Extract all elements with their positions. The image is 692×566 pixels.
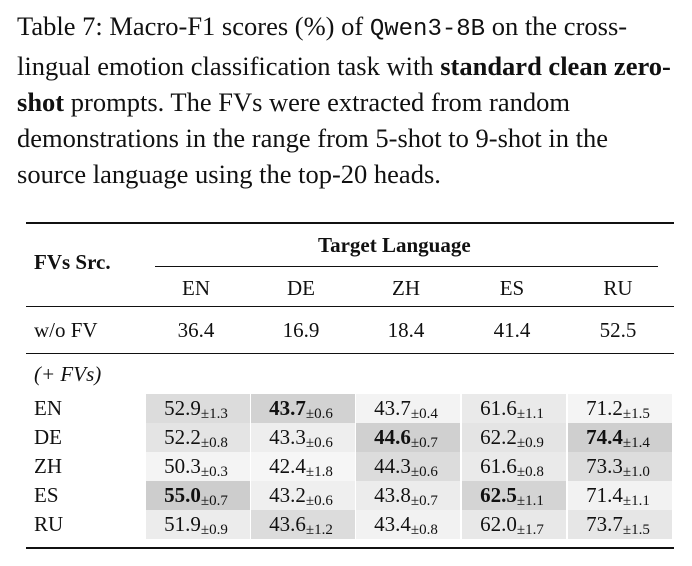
cell-std: ±1.8: [305, 464, 333, 480]
cell-std: ±1.1: [622, 493, 650, 509]
cell-value: 61.6: [480, 396, 517, 420]
cell-value: 50.3: [164, 454, 201, 478]
group-header-target-language: Target Language: [318, 233, 471, 257]
column-header-de: DE: [287, 276, 315, 300]
cell-value: 62.0: [480, 512, 517, 536]
cell-value: 74.4: [586, 425, 623, 449]
cell-std: ±0.3: [200, 464, 228, 480]
table-cell: [144, 512, 248, 537]
header-bottom-rule: [26, 306, 674, 307]
baseline-value: 36.4: [177, 318, 215, 342]
table-cell: [249, 396, 353, 421]
cell-value: 73.7: [586, 512, 623, 536]
cell-value: 52.9: [164, 396, 201, 420]
row-label-de: DE: [34, 425, 62, 449]
table-cell: [460, 483, 564, 508]
baseline-value: 52.5: [599, 318, 637, 342]
table-cell: [460, 454, 564, 479]
cell-std: ±0.6: [305, 406, 333, 422]
cell-value: 71.4: [586, 483, 623, 507]
table-caption: [17, 8, 677, 192]
table-cell: [354, 483, 458, 508]
cell-std: ±1.7: [516, 522, 544, 538]
cell-value: 55.0: [164, 483, 201, 507]
cell-std: ±0.6: [410, 464, 438, 480]
cell-std: ±0.9: [516, 435, 544, 451]
row-label-es: ES: [34, 483, 59, 507]
table-cell: [354, 425, 458, 450]
row-label-ru: RU: [34, 512, 64, 536]
column-header-en: EN: [182, 276, 210, 300]
caption-middle: on the cross-lingual emotion classification task with: [17, 11, 628, 81]
table-cell: [566, 454, 670, 479]
cell-value: 43.6: [269, 512, 306, 536]
caption-bold-phrase: standard clean zero-shot: [17, 51, 671, 117]
cell-std: ±0.6: [305, 493, 333, 509]
row-label-en: EN: [34, 396, 62, 420]
caption-prefix: Table 7: Macro-F1 scores (%) of: [17, 11, 370, 41]
baseline-label: w/o FV: [34, 318, 98, 342]
cell-value: 43.7: [269, 396, 306, 420]
cell-value: 62.2: [480, 425, 517, 449]
cell-value: 71.2: [586, 396, 623, 420]
baseline-bottom-rule: [26, 353, 674, 354]
cell-std: ±1.1: [516, 493, 544, 509]
cell-value: 62.5: [480, 483, 517, 507]
table-top-rule: [26, 222, 674, 224]
table-cell: [144, 483, 248, 508]
table-cell: [249, 512, 353, 537]
table-cell: [566, 512, 670, 537]
cell-std: ±0.8: [410, 522, 438, 538]
cell-std: ±0.4: [410, 406, 438, 422]
caption-model-name: Qwen3-8B: [369, 16, 486, 43]
cell-std: ±1.0: [622, 464, 650, 480]
cell-std: ±0.8: [200, 435, 228, 451]
cell-std: ±1.2: [305, 522, 333, 538]
table-cell: [354, 512, 458, 537]
caption-suffix: prompts. The FVs were extracted from random demonstrations in the range from 5-shot to 9-shot in the source language using the top-20 heads.: [17, 87, 608, 189]
table-cell: [566, 483, 670, 508]
table-cell: [566, 396, 670, 421]
column-header-ru: RU: [603, 276, 633, 300]
cell-value: 43.4: [374, 512, 411, 536]
table-cell: [144, 454, 248, 479]
table-cell: [566, 425, 670, 450]
cell-value: 43.2: [269, 483, 306, 507]
cell-std: ±0.7: [410, 435, 438, 451]
cell-value: 52.2: [164, 425, 201, 449]
table-cell: [249, 425, 353, 450]
column-header-es: ES: [499, 276, 525, 300]
cell-std: ±0.9: [200, 522, 228, 538]
table-cell: [460, 396, 564, 421]
baseline-value: 18.4: [387, 318, 425, 342]
table-cell: [249, 483, 353, 508]
table-cell: [460, 425, 564, 450]
cell-value: 43.3: [269, 425, 306, 449]
baseline-value: 16.9: [282, 318, 320, 342]
column-header-zh: ZH: [392, 276, 420, 300]
cell-std: ±0.6: [305, 435, 333, 451]
cell-value: 51.9: [164, 512, 201, 536]
row-header-fvs-src: FVs Src.: [34, 250, 111, 274]
cell-value: 44.6: [374, 425, 411, 449]
cell-std: ±1.3: [200, 406, 228, 422]
cell-std: ±1.1: [516, 406, 544, 422]
cell-value: 43.7: [374, 396, 411, 420]
cell-value: 43.8: [374, 483, 411, 507]
cell-std: ±0.7: [410, 493, 438, 509]
section-label-plus-fvs: (+ FVs): [34, 362, 102, 386]
cell-value: 61.6: [480, 454, 517, 478]
table-cell: [354, 396, 458, 421]
cell-value: 42.4: [269, 454, 306, 478]
table-bottom-rule: [26, 547, 674, 549]
cell-std: ±1.4: [622, 435, 650, 451]
table-cell: [144, 425, 248, 450]
table-cell: [144, 396, 248, 421]
table-cell: [460, 512, 564, 537]
cell-std: ±1.5: [622, 406, 650, 422]
cell-value: 73.3: [586, 454, 623, 478]
cell-std: ±0.8: [516, 464, 544, 480]
cell-std: ±1.5: [622, 522, 650, 538]
cell-std: ±0.7: [200, 493, 228, 509]
table-cell: [354, 454, 458, 479]
row-label-zh: ZH: [34, 454, 62, 478]
baseline-value: 41.4: [493, 318, 531, 342]
target-language-subrule: [155, 266, 658, 267]
table-cell: [249, 454, 353, 479]
cell-value: 44.3: [374, 454, 411, 478]
